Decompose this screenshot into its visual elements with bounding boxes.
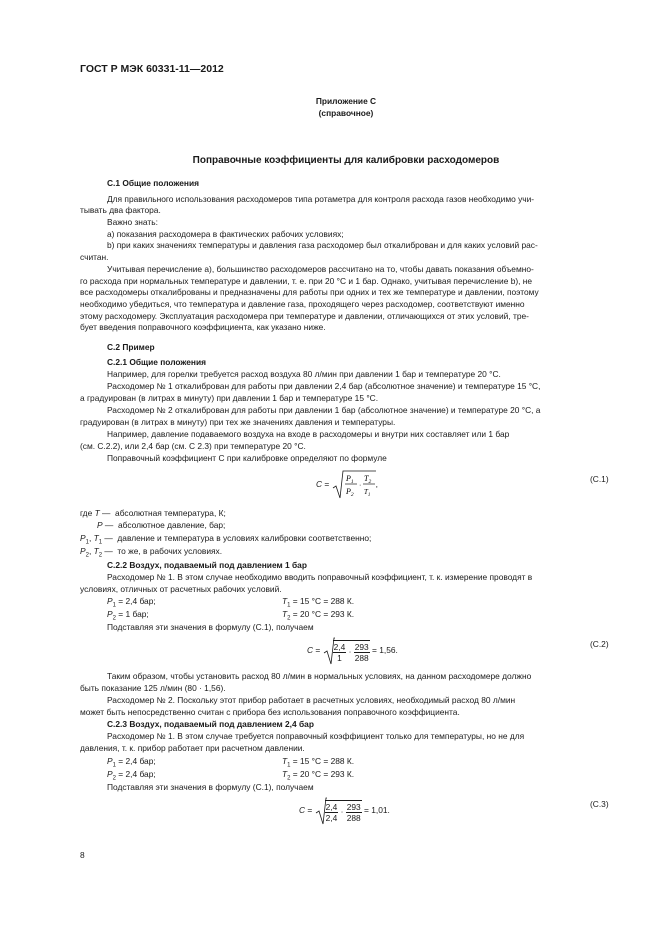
paragraph-line: быть показание 125 л/мин (80 · 1,56). bbox=[80, 683, 226, 693]
section-c23-heading: С.2.3 Воздух, подаваемый под давлением 2,4 бар bbox=[107, 719, 314, 729]
list-item-a: а) показания расходомера в фактических рабочих условиях; bbox=[107, 229, 344, 239]
paragraph-line: Подставляя эти значения в формулу (С.1), получаем bbox=[107, 622, 314, 632]
paragraph-line: Расходомер № 2 откалиброван для работы при давлении 1 бар (абсолютное значение) и температуре 20 °С, а bbox=[107, 405, 541, 415]
paragraph-line: Для правильного использования расходомеров типа ротаметра для контроля расхода газов необходимо учи- bbox=[107, 194, 535, 204]
main-title: Поправочные коэффициенты для калибровки расходомеров bbox=[192, 155, 500, 166]
section-c21-heading: С.2.1 Общие положения bbox=[107, 357, 206, 367]
paragraph-line: условиях, отличных от расчетных рабочих условий. bbox=[80, 584, 282, 594]
document-id: ГОСТ Р МЭК 60331-11—2012 bbox=[80, 63, 224, 75]
equation-number: (С.1) bbox=[590, 474, 609, 484]
value-t2: $T_2 = 20$ °С = 293 К. bbox=[282, 769, 355, 782]
paragraph-line: все расходомеры откалиброваны и предназначены для работы при одних и тех же температуре и давлении, поэтому bbox=[80, 287, 539, 297]
where-list-item: P — абсолютное давление, бар; bbox=[97, 520, 226, 530]
paragraph-line: Расходомер № 1. В этом случае необходимо вводить поправочный коэффициент, т. к. измерение проводят в bbox=[107, 572, 533, 582]
paragraph-line: а градуирован (в литрах в минуту) при давлении 1 бар и температуре 15 °С. bbox=[80, 393, 379, 403]
paragraph-line: Например, давление подаваемого воздуха на входе в расходомеры и внутри них составляет или 1 бар bbox=[107, 429, 510, 439]
section-c1-heading: С.1 Общие положения bbox=[107, 178, 200, 188]
paragraph-line: Важно знать: bbox=[107, 217, 158, 227]
value-t1: $T_1 = 15$ °С = 288 К. bbox=[282, 596, 355, 609]
paragraph-line: тывать два фактора. bbox=[80, 205, 161, 215]
value-p1: $P_1 = 2,4$ бар; bbox=[107, 596, 156, 609]
value-p2: $P_2 = 1$ бар; bbox=[107, 609, 149, 622]
page-number: 8 bbox=[80, 850, 85, 860]
paragraph-line: градуирован (в литрах в минуту) при тех же значениях давления и температуры. bbox=[80, 417, 396, 427]
equation-number: (С.3) bbox=[590, 799, 609, 809]
value-t1: $T_1 = 15$ °С = 288 К. bbox=[282, 756, 355, 769]
value-p1: $P_1 = 2,4$ бар; bbox=[107, 756, 156, 769]
annex-title: Приложение С bbox=[315, 96, 377, 106]
where-list-item: где T — абсолютная температура, К; bbox=[80, 508, 226, 518]
paragraph-line: этому расходомеру. Эксплуатация расходомера при температуре и давлении, отличающихся от этих условий, тре- bbox=[80, 311, 529, 321]
paragraph-line: Расходомер № 1. В этом случае требуется поправочный коэффициент только для температуры, но не для bbox=[107, 731, 525, 741]
svg-text:·: · bbox=[358, 482, 361, 489]
equation-number: (С.2) bbox=[590, 639, 609, 649]
formula-c2: C = $\frac{2,4}{1}$ · $\frac{293}{288}$ = 1,56. bbox=[307, 637, 398, 665]
paragraph-line: (см. С.2.2), или 2,4 бар (см. С 2.3) при температуре 20 °С. bbox=[80, 441, 306, 451]
formula-c3: C = $\frac{2,4}{2,4}$ · $\frac{293}{288}$ = 1,01. bbox=[299, 797, 390, 825]
svg-text:T1: $T_1$ bbox=[363, 488, 371, 498]
where-list-item: $P_2$, $T_2$ — то же, в рабочих условиях. bbox=[80, 546, 223, 559]
paragraph-line: Подставляя эти значения в формулу (С.1), получаем bbox=[107, 782, 314, 792]
paragraph-line: бует введения поправочного коэффициента, как указано ниже. bbox=[80, 322, 326, 332]
where-list-item: $P_1$, $T_1$ — давление и температура в условиях калибровки соответственно; bbox=[80, 533, 372, 546]
list-item-b: b) при каких значениях температуры и давления газа расходомер был откалиброван и для каких условий рас- bbox=[107, 240, 538, 250]
paragraph-line: необходимо убедиться, что температура и давление газа, проходящего через расходомер, соответствуют именно bbox=[80, 299, 525, 309]
section-c2-heading: С.2 Пример bbox=[107, 342, 155, 352]
svg-text:T2: $T_2$ bbox=[363, 474, 371, 485]
paragraph-line: Поправочный коэффициент C при калибровке определяют по формуле bbox=[107, 453, 387, 463]
paragraph-line: Таким образом, чтобы установить расход 80 л/мин в нормальных условиях, на данном расходомере должно bbox=[107, 671, 532, 681]
formula-c1: C = $P_1$ $P_2$ · $T_2$ $T_1$ , bbox=[316, 470, 378, 500]
paragraph-line: давления, т. к. прибор работает при расчетном давлении. bbox=[80, 743, 305, 753]
paragraph-line: Расходомер № 1 откалиброван для работы при давлении 2,4 бар (абсолютное значение) и температуре 15 °С, bbox=[107, 381, 541, 391]
paragraph-line: Например, для горелки требуется расход воздуха 80 л/мин при давлении 1 бар и температуре 20 °С. bbox=[107, 369, 501, 379]
paragraph-line: Расходомер № 2. Поскольку этот прибор работает в расчетных условиях, необходимый расход 80 л/мин bbox=[107, 695, 516, 705]
svg-text:P1: $P_1$ bbox=[345, 474, 354, 485]
section-c22-heading: С.2.2 Воздух, подаваемый под давлением 1 бар bbox=[107, 560, 307, 570]
paragraph-line: Учитывая перечисление а), большинство расходомеров рассчитано на то, чтобы давать показания объемно- bbox=[107, 264, 534, 274]
svg-text:P2: $P_2$ bbox=[345, 487, 354, 498]
sqrt-sign bbox=[332, 470, 376, 500]
paragraph-line: может быть непосредственно считан с прибора без использования поправочного коэффициента. bbox=[80, 707, 460, 717]
value-t2: $T_2 = 20$ °С = 293 К. bbox=[282, 609, 355, 622]
paragraph-line: считан. bbox=[80, 252, 109, 262]
annex-subtitle: (справочное) bbox=[318, 108, 374, 118]
value-p2: $P_2 = 2,4$ бар; bbox=[107, 769, 156, 782]
paragraph-line: го расхода при нормальных температуре и давлении, т. е. при 20 °С и 1 бар. Однако, учитывая перечисление b), не bbox=[80, 276, 533, 286]
